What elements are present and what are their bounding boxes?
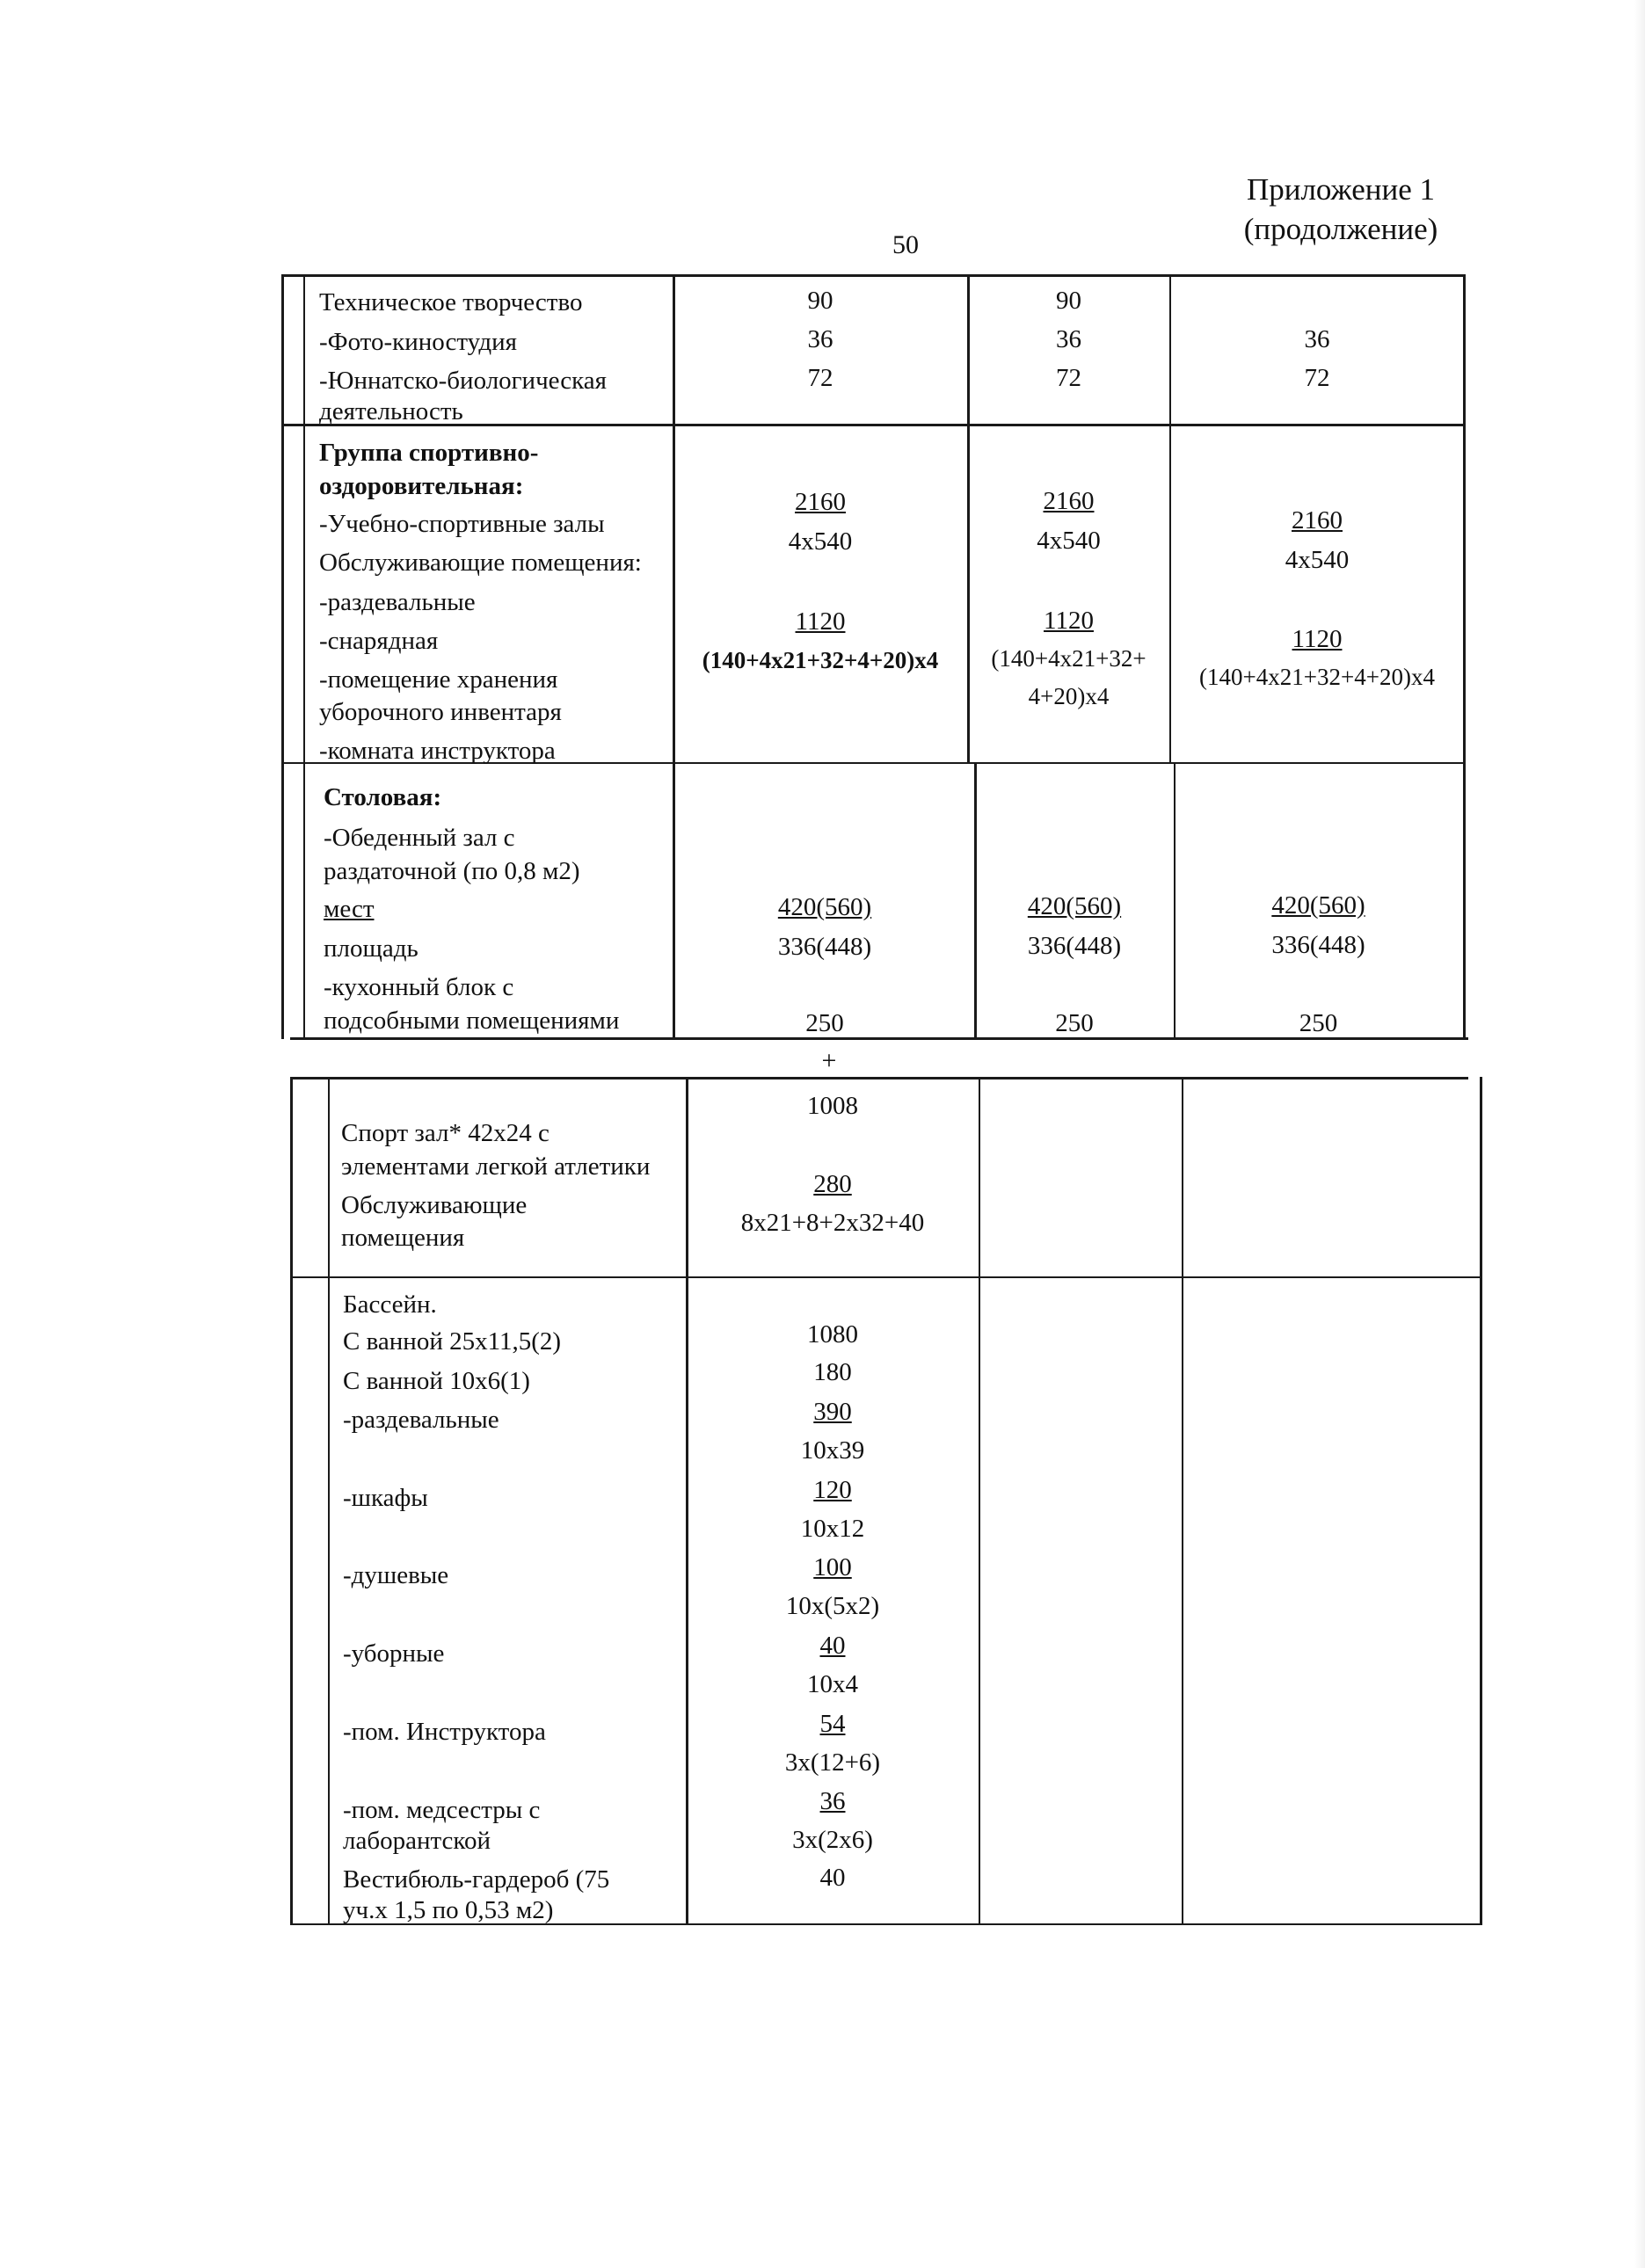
table-right-border bbox=[1463, 274, 1466, 1039]
row-label: -раздевальные bbox=[343, 1406, 499, 1434]
cell-value bbox=[970, 485, 1168, 517]
cell-value: 180 bbox=[813, 1358, 852, 1386]
cell-formula: (140+4x21+32+4+20)x4 bbox=[702, 647, 939, 673]
row-label: -снарядная bbox=[319, 627, 439, 655]
value-total: 36 bbox=[819, 1787, 846, 1815]
row-label: Спорт зал* 42x24 с bbox=[341, 1119, 550, 1147]
appendix-title: Приложение 1 bbox=[1246, 172, 1436, 207]
cell-value: 40 bbox=[819, 1864, 846, 1892]
cell-value: 72 bbox=[1304, 364, 1330, 392]
cell-formula: 3x(2x6) bbox=[792, 1826, 873, 1854]
cell-value bbox=[970, 605, 1168, 636]
value-total: 100 bbox=[813, 1553, 852, 1581]
row-label: -пом. Инструктора bbox=[343, 1718, 546, 1746]
row-label: помещения bbox=[341, 1224, 465, 1252]
section-title: оздоровительная: bbox=[319, 472, 524, 500]
row-label: -пом. медсестры с bbox=[343, 1796, 541, 1824]
area-value: 336(448) bbox=[777, 933, 872, 961]
row-label: лаборантской bbox=[343, 1827, 491, 1855]
area-value: 336(448) bbox=[1027, 932, 1122, 960]
row-label: -Фото-киностудия bbox=[319, 328, 517, 356]
column-divider bbox=[1182, 1077, 1183, 1925]
row-label: подсобными помещениями bbox=[324, 1007, 620, 1035]
cell-value: 72 bbox=[1056, 364, 1081, 392]
row-label: -душевые bbox=[343, 1561, 449, 1589]
row-divider bbox=[290, 1276, 1482, 1278]
kitchen-value: 250 bbox=[805, 1009, 844, 1037]
row-label: -уборные bbox=[343, 1639, 445, 1668]
value-total: 54 bbox=[819, 1710, 846, 1738]
cell-formula: 10x4 bbox=[807, 1670, 858, 1698]
row-label: площадь bbox=[324, 934, 419, 963]
appendix-header bbox=[1226, 170, 1455, 249]
row-label: уборочного инвентаря bbox=[319, 698, 562, 726]
cell-formula: 10x12 bbox=[800, 1515, 865, 1543]
cell-value: 1008 bbox=[807, 1092, 858, 1120]
row-label: -Учебно-спортивные залы bbox=[319, 510, 605, 538]
section-title: Столовая: bbox=[324, 783, 442, 811]
row-label: мест bbox=[324, 895, 375, 923]
row-label: -кухонный блок с bbox=[324, 973, 514, 1001]
cell-value: 90 bbox=[807, 287, 833, 315]
row-label: -помещение хранения bbox=[319, 665, 558, 694]
table-top-border bbox=[281, 274, 1465, 277]
cell-formula: 10x39 bbox=[800, 1436, 865, 1465]
row-label: С ванной 10x6(1) bbox=[343, 1367, 530, 1395]
cell-formula: 3x(12+6) bbox=[784, 1748, 881, 1777]
row-label: деятельность bbox=[319, 397, 463, 425]
cell-formula: 10x(5x2) bbox=[785, 1592, 880, 1620]
column-divider bbox=[1169, 274, 1171, 762]
seats-value: 420(560) bbox=[1271, 891, 1365, 920]
row-label: -шкафы bbox=[343, 1484, 428, 1512]
value-total: 1120 bbox=[1044, 607, 1094, 635]
kitchen-value: 250 bbox=[1055, 1009, 1094, 1037]
cell-value: 1080 bbox=[807, 1320, 858, 1348]
value-total: 2160 bbox=[1292, 506, 1343, 534]
inner-left-border bbox=[303, 274, 305, 1039]
value-total: 2160 bbox=[795, 488, 846, 516]
cell-formula: 4+20)x4 bbox=[1028, 683, 1110, 709]
value-total: 2160 bbox=[1043, 487, 1095, 515]
inner-left-border bbox=[328, 1077, 330, 1925]
value-total: 280 bbox=[813, 1170, 852, 1198]
cell-value: 90 bbox=[1056, 287, 1081, 315]
value-total: 1120 bbox=[795, 607, 846, 636]
cell-value bbox=[688, 1396, 977, 1428]
row-label: раздаточной (по 0,8 м2) bbox=[324, 857, 580, 885]
cell-value: 36 bbox=[807, 325, 833, 353]
value-total: 390 bbox=[813, 1398, 852, 1426]
cell-value bbox=[1176, 890, 1461, 921]
row-label: Обслуживающие помещения: bbox=[319, 549, 642, 577]
area-value: 336(448) bbox=[1271, 931, 1365, 959]
cell-formula: (140+4x21+32+ bbox=[991, 645, 1146, 672]
cell-value bbox=[688, 1168, 977, 1200]
table-right-border bbox=[1480, 1077, 1482, 1925]
row-label: -Юннатско-биологическая bbox=[319, 367, 607, 395]
row-label: -раздевальные bbox=[319, 588, 476, 616]
cell-value bbox=[688, 1708, 977, 1740]
appendix-continuation: (продолжение) bbox=[1243, 212, 1438, 246]
row-label: -Обеденный зал с bbox=[324, 824, 515, 852]
column-divider bbox=[979, 1077, 980, 1925]
value-total: 40 bbox=[819, 1632, 846, 1660]
cell-formula: 8x21+8+2x32+40 bbox=[740, 1209, 925, 1237]
cell-value: 72 bbox=[807, 364, 833, 392]
row-label: С ванной 25x11,5(2) bbox=[343, 1327, 562, 1356]
kitchen-value: 250 bbox=[1299, 1009, 1338, 1037]
cell-value: 36 bbox=[1304, 325, 1330, 353]
scan-edge bbox=[1634, 0, 1645, 2268]
cell-value bbox=[675, 606, 965, 637]
page-number: 50 bbox=[892, 230, 919, 259]
cell-formula: 4x540 bbox=[788, 527, 853, 556]
cell-value bbox=[688, 1474, 977, 1506]
cell-formula: 4x540 bbox=[1037, 527, 1101, 555]
section-title: Группа спортивно- bbox=[319, 439, 539, 467]
row-label: Обслуживающие bbox=[341, 1191, 528, 1219]
table-left-border bbox=[290, 1077, 293, 1925]
cell-value bbox=[688, 1785, 977, 1817]
cell-value bbox=[1172, 623, 1462, 655]
row-divider bbox=[290, 1077, 1468, 1079]
value-total: 1120 bbox=[1292, 625, 1343, 653]
row-label: уч.х 1,5 по 0,53 м2) bbox=[343, 1896, 554, 1924]
cell-value bbox=[977, 890, 1172, 922]
plus-divider: + bbox=[821, 1046, 837, 1075]
row-label: Техническое творчество bbox=[319, 288, 583, 316]
row-label: -комната инструктора bbox=[319, 737, 556, 765]
table-left-border bbox=[281, 274, 284, 1039]
cell-formula: (140+4x21+32+4+20)x4 bbox=[1199, 664, 1435, 690]
cell-value bbox=[675, 486, 965, 518]
row-label: Вестибюль-гардероб (75 bbox=[343, 1865, 610, 1894]
cell-value bbox=[688, 1630, 977, 1661]
row-label: элементами легкой атлетики bbox=[341, 1152, 651, 1181]
cell-value bbox=[688, 1552, 977, 1583]
row-label: Бассейн. bbox=[343, 1290, 437, 1319]
value-total: 120 bbox=[813, 1476, 852, 1504]
cell-formula: 4x540 bbox=[1285, 546, 1350, 574]
cell-value bbox=[1172, 505, 1462, 536]
seats-value: 420(560) bbox=[1027, 892, 1122, 920]
seats-value: 420(560) bbox=[777, 893, 872, 921]
cell-value: 36 bbox=[1056, 325, 1081, 353]
cell-value bbox=[675, 891, 974, 923]
